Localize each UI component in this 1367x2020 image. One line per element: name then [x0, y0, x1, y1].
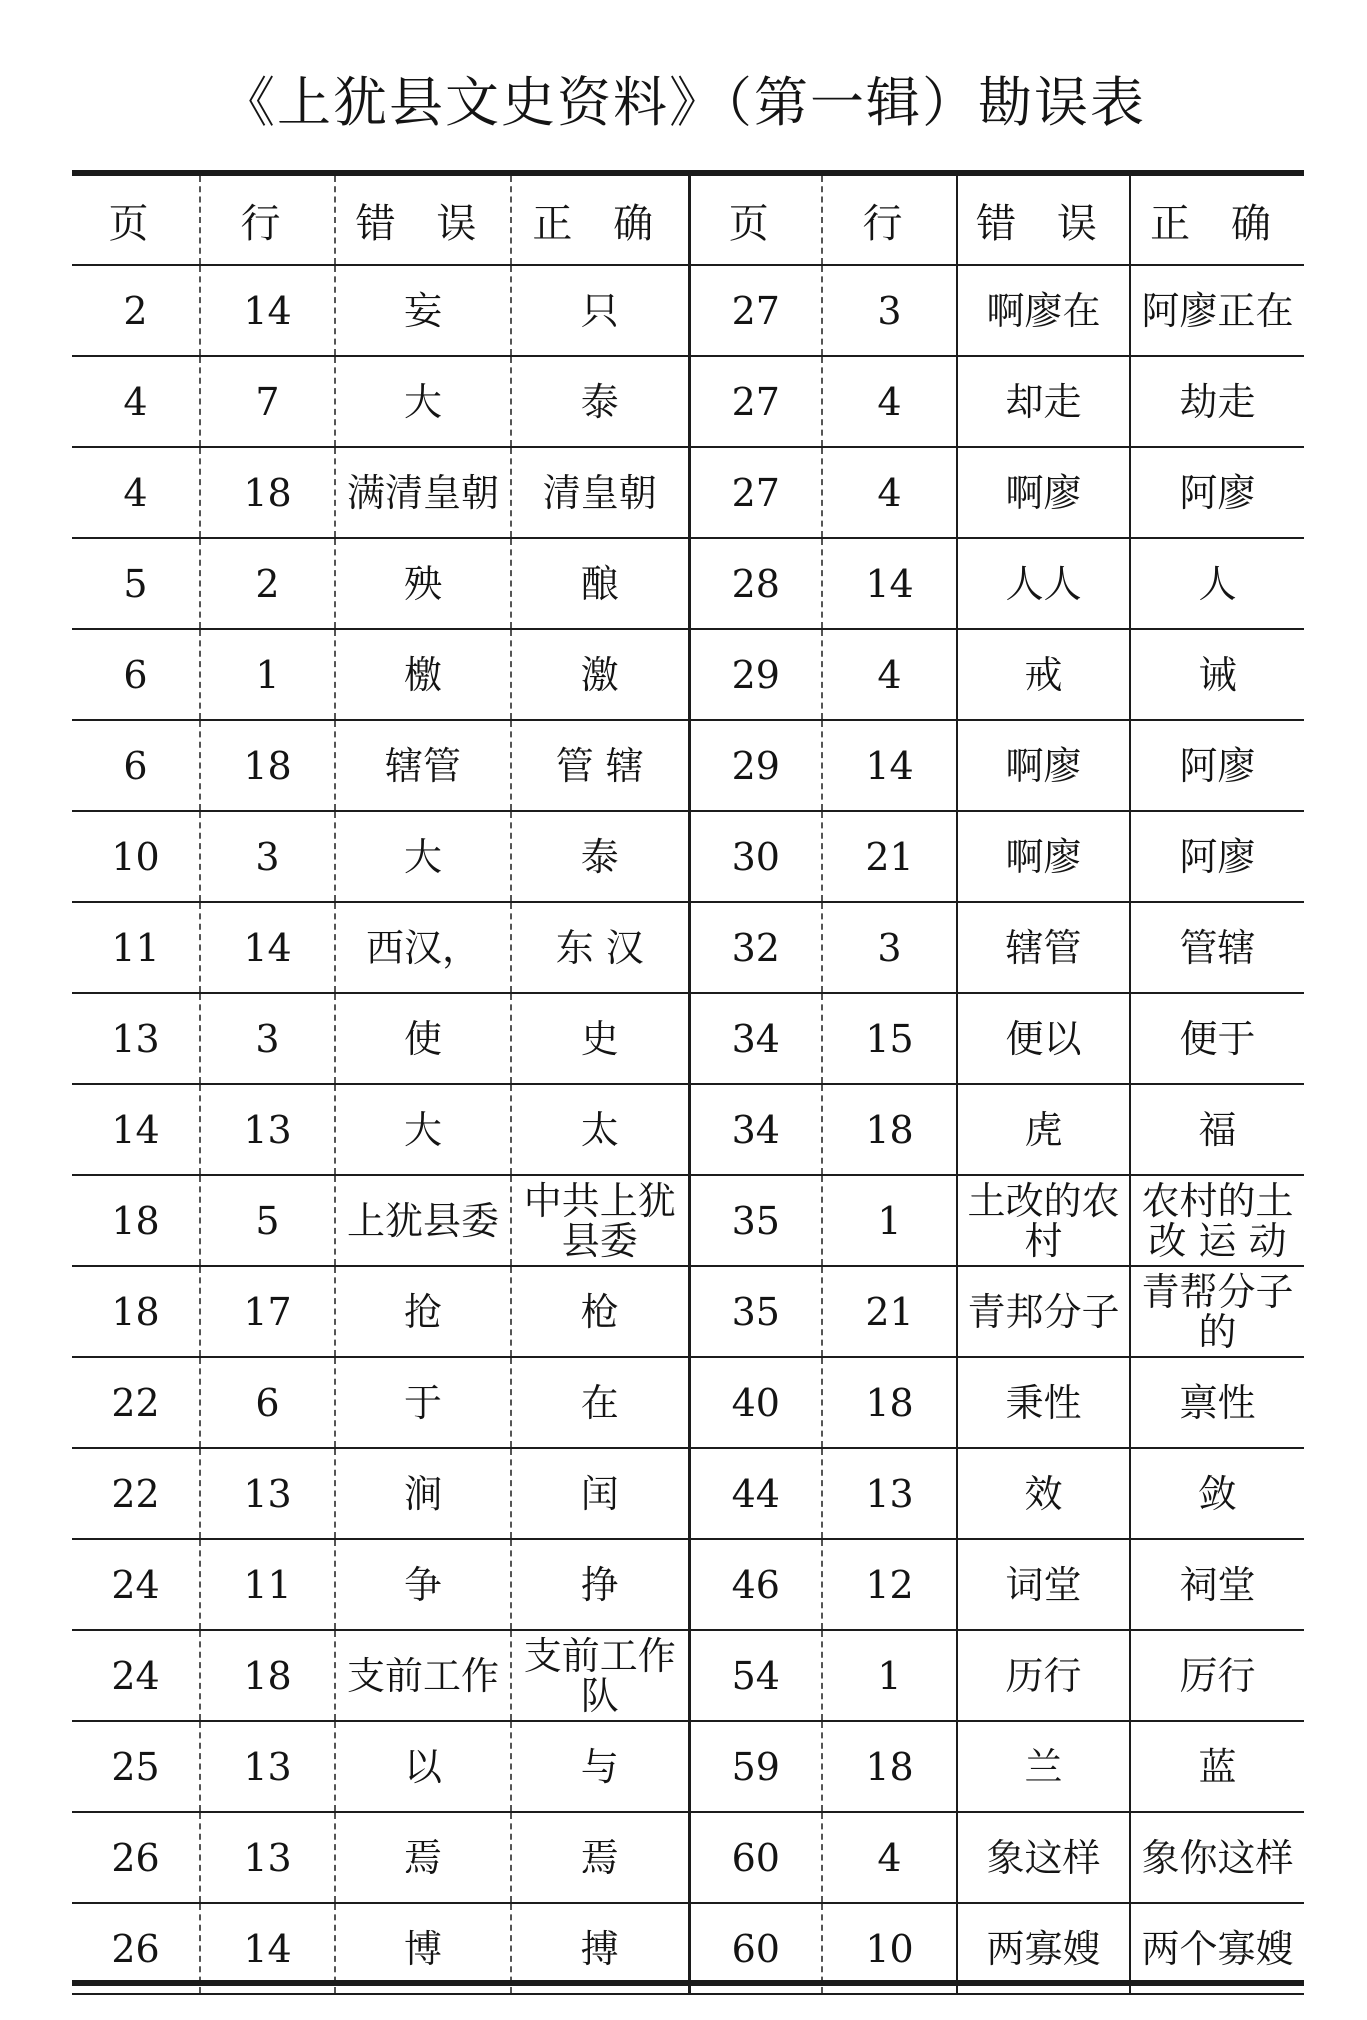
cell-line: 12: [822, 1539, 957, 1630]
cell-line: 3: [822, 265, 957, 356]
table-row: [72, 902, 1304, 993]
cell-line: 1: [200, 629, 335, 720]
cell-error: 辖管: [335, 720, 511, 811]
cell-error: 大: [335, 1084, 511, 1175]
cell-line: 14: [822, 720, 957, 811]
cell-page: 25: [72, 1721, 200, 1812]
cell-correct: 诫: [1130, 629, 1304, 720]
errata-body: [72, 265, 1304, 1994]
cell-correct: 激: [511, 629, 689, 720]
page-title: 《上犹县文史资料》（第一辑）勘误表: [221, 71, 1146, 134]
cell-error: 以: [335, 1721, 511, 1812]
cell-page: 18: [72, 1266, 200, 1357]
cell-page: 59: [689, 1721, 822, 1812]
cell-line: 11: [200, 1539, 335, 1630]
cell-line: 6: [200, 1357, 335, 1448]
cell-error: 支前工作: [335, 1630, 511, 1721]
cell-correct: 酿: [511, 538, 689, 629]
cell-correct: 祠堂: [1130, 1539, 1304, 1630]
cell-page: 35: [689, 1266, 822, 1357]
cell-error: 博: [335, 1903, 511, 1994]
cell-correct: 阿廖: [1130, 720, 1304, 811]
header-error: 错 误: [335, 176, 511, 265]
cell-line: 4: [822, 356, 957, 447]
table-row: [72, 1266, 1304, 1357]
table-row: [72, 1084, 1304, 1175]
table-row: [72, 1630, 1304, 1721]
cell-error: 词堂: [957, 1539, 1130, 1630]
cell-line: 1: [822, 1175, 957, 1266]
cell-page: 40: [689, 1357, 822, 1448]
cell-correct: 青帮分子 的: [1130, 1266, 1304, 1357]
table-row: [72, 629, 1304, 720]
cell-correct: 枪: [511, 1266, 689, 1357]
cell-page: 26: [72, 1903, 200, 1994]
cell-page: 4: [72, 447, 200, 538]
cell-correct: 农村的土改 运 动: [1130, 1175, 1304, 1266]
cell-error: 便以: [957, 993, 1130, 1084]
cell-page: 27: [689, 265, 822, 356]
cell-error: 使: [335, 993, 511, 1084]
cell-page: 30: [689, 811, 822, 902]
cell-error: 殃: [335, 538, 511, 629]
header-error: 错 误: [957, 176, 1130, 265]
cell-correct: 禀性: [1130, 1357, 1304, 1448]
cell-line: 21: [822, 1266, 957, 1357]
cell-correct: 管 辖: [511, 720, 689, 811]
cell-line: 7: [200, 356, 335, 447]
cell-line: 4: [822, 1812, 957, 1903]
cell-error: 戒: [957, 629, 1130, 720]
cell-page: 27: [689, 356, 822, 447]
cell-error: 涧: [335, 1448, 511, 1539]
cell-page: 34: [689, 993, 822, 1084]
cell-line: 3: [200, 993, 335, 1084]
cell-correct: 管辖: [1130, 902, 1304, 993]
cell-line: 17: [200, 1266, 335, 1357]
cell-error: 虎: [957, 1084, 1130, 1175]
cell-page: 24: [72, 1539, 200, 1630]
cell-error: 啊廖在: [957, 265, 1130, 356]
cell-page: 60: [689, 1903, 822, 1994]
cell-error: 妄: [335, 265, 511, 356]
cell-correct: 只: [511, 265, 689, 356]
cell-correct: 阿廖正在: [1130, 265, 1304, 356]
cell-correct: 两个寡嫂: [1130, 1903, 1304, 1994]
table-row: [72, 720, 1304, 811]
cell-correct: 人: [1130, 538, 1304, 629]
cell-page: 34: [689, 1084, 822, 1175]
header-correct: 正 确: [511, 176, 689, 265]
cell-page: 46: [689, 1539, 822, 1630]
cell-correct: 支前工作 队: [511, 1630, 689, 1721]
cell-page: 13: [72, 993, 200, 1084]
table-row: [72, 1357, 1304, 1448]
cell-page: 11: [72, 902, 200, 993]
table-row: [72, 538, 1304, 629]
cell-page: 35: [689, 1175, 822, 1266]
cell-error: 争: [335, 1539, 511, 1630]
cell-line: 18: [200, 1630, 335, 1721]
cell-page: 27: [689, 447, 822, 538]
cell-page: 54: [689, 1630, 822, 1721]
cell-correct: 焉: [511, 1812, 689, 1903]
cell-error: 抢: [335, 1266, 511, 1357]
table-row: [72, 1721, 1304, 1812]
cell-correct: 闰: [511, 1448, 689, 1539]
cell-line: 18: [822, 1084, 957, 1175]
cell-error: 焉: [335, 1812, 511, 1903]
cell-line: 18: [200, 447, 335, 538]
cell-line: 14: [822, 538, 957, 629]
cell-correct: 史: [511, 993, 689, 1084]
cell-page: 6: [72, 720, 200, 811]
cell-line: 13: [200, 1084, 335, 1175]
table-row: [72, 1448, 1304, 1539]
bottom-rule: [72, 1980, 1304, 1986]
cell-line: 1: [822, 1630, 957, 1721]
cell-error: 啊廖: [957, 720, 1130, 811]
errata-table: [72, 176, 1304, 1995]
cell-correct: 泰: [511, 356, 689, 447]
header-line: 行: [200, 176, 335, 265]
cell-page: 29: [689, 720, 822, 811]
cell-page: 60: [689, 1812, 822, 1903]
cell-page: 32: [689, 902, 822, 993]
cell-correct: 与: [511, 1721, 689, 1812]
cell-line: 15: [822, 993, 957, 1084]
cell-page: 14: [72, 1084, 200, 1175]
cell-line: 18: [822, 1721, 957, 1812]
cell-page: 26: [72, 1812, 200, 1903]
cell-page: 29: [689, 629, 822, 720]
cell-correct: 象你这样: [1130, 1812, 1304, 1903]
table-row: [72, 356, 1304, 447]
header-row: [72, 176, 1304, 265]
header-page: 页: [72, 176, 200, 265]
cell-error: 象这样: [957, 1812, 1130, 1903]
cell-correct: 中共上犹县委: [511, 1175, 689, 1266]
cell-error: 辖管: [957, 902, 1130, 993]
cell-error: 却走: [957, 356, 1130, 447]
cell-correct: 敛: [1130, 1448, 1304, 1539]
cell-error: 啊廖: [957, 447, 1130, 538]
cell-page: 22: [72, 1357, 200, 1448]
cell-line: 14: [200, 902, 335, 993]
table-row: [72, 1539, 1304, 1630]
header-page: 页: [689, 176, 822, 265]
cell-line: 4: [822, 447, 957, 538]
cell-error: 檄: [335, 629, 511, 720]
cell-page: 22: [72, 1448, 200, 1539]
cell-correct: 福: [1130, 1084, 1304, 1175]
cell-line: 2: [200, 538, 335, 629]
cell-correct: 厉行: [1130, 1630, 1304, 1721]
cell-error: 秉性: [957, 1357, 1130, 1448]
cell-correct: 东 汉: [511, 902, 689, 993]
cell-error: 人人: [957, 538, 1130, 629]
cell-correct: 搏: [511, 1903, 689, 1994]
cell-page: 4: [72, 356, 200, 447]
cell-line: 3: [822, 902, 957, 993]
cell-correct: 劫走: [1130, 356, 1304, 447]
table-row: [72, 1812, 1304, 1903]
cell-correct: 阿廖: [1130, 447, 1304, 538]
table-row: [72, 993, 1304, 1084]
cell-line: 13: [200, 1448, 335, 1539]
cell-correct: 便于: [1130, 993, 1304, 1084]
cell-line: 5: [200, 1175, 335, 1266]
cell-line: 3: [200, 811, 335, 902]
cell-page: 28: [689, 538, 822, 629]
cell-correct: 蓝: [1130, 1721, 1304, 1812]
cell-error: 大: [335, 811, 511, 902]
cell-correct: 阿廖: [1130, 811, 1304, 902]
cell-page: 6: [72, 629, 200, 720]
cell-page: 5: [72, 538, 200, 629]
cell-page: 44: [689, 1448, 822, 1539]
cell-correct: 在: [511, 1357, 689, 1448]
cell-line: 10: [822, 1903, 957, 1994]
table-row: [72, 447, 1304, 538]
cell-correct: 挣: [511, 1539, 689, 1630]
cell-line: 18: [822, 1357, 957, 1448]
cell-line: 21: [822, 811, 957, 902]
cell-error: 历行: [957, 1630, 1130, 1721]
cell-line: 4: [822, 629, 957, 720]
cell-error: 土改的农 村: [957, 1175, 1130, 1266]
table-row: [72, 1175, 1304, 1266]
cell-page: 18: [72, 1175, 200, 1266]
table-row: [72, 811, 1304, 902]
cell-page: 10: [72, 811, 200, 902]
cell-error: 效: [957, 1448, 1130, 1539]
cell-error: 青邦分子: [957, 1266, 1130, 1357]
cell-error: 满清皇朝: [335, 447, 511, 538]
cell-error: 上犹县委: [335, 1175, 511, 1266]
cell-correct: 泰: [511, 811, 689, 902]
cell-error: 西汉，: [335, 902, 511, 993]
cell-line: 14: [200, 1903, 335, 1994]
cell-error: 两寡嫂: [957, 1903, 1130, 1994]
header-correct: 正 确: [1130, 176, 1304, 265]
cell-error: 大: [335, 356, 511, 447]
cell-correct: 太: [511, 1084, 689, 1175]
cell-line: 14: [200, 265, 335, 356]
cell-line: 13: [200, 1812, 335, 1903]
cell-page: 2: [72, 265, 200, 356]
cell-correct: 清皇朝: [511, 447, 689, 538]
cell-error: 兰: [957, 1721, 1130, 1812]
cell-error: 啊廖: [957, 811, 1130, 902]
cell-page: 24: [72, 1630, 200, 1721]
table-row: [72, 265, 1304, 356]
header-line: 行: [822, 176, 957, 265]
cell-line: 13: [822, 1448, 957, 1539]
cell-line: 18: [200, 720, 335, 811]
cell-error: 于: [335, 1357, 511, 1448]
cell-line: 13: [200, 1721, 335, 1812]
